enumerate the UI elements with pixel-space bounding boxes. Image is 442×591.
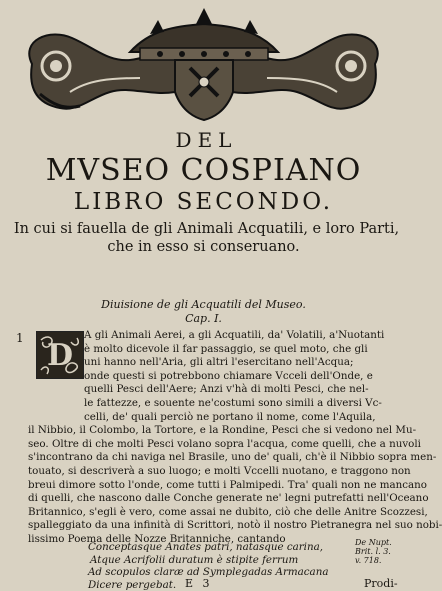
margin-note-line: De Nupt. <box>355 538 392 547</box>
body-line: s'incontrano da chi naviga nel Brasile, uno de' quali, ch'è il Nibbio sopra men- <box>28 451 437 464</box>
body-line: lissimo Poema delle Nozze Britanniche, cantando <box>28 532 286 545</box>
title-block <box>0 128 407 256</box>
verse-line: Ad scopulos claræ ad Symplegadas Armacana <box>88 566 329 579</box>
body-line: uni hanno nell'Aria, gli altri l'esercitano nell'Acqua; <box>84 356 354 369</box>
body-line: quelli Pesci dell'Aere; Anzi v'hà di molti Pesci, che nel- <box>84 383 369 396</box>
title-libro-secondo: LIBRO SECONDO. <box>73 189 334 215</box>
margin-note-line: Brit. l. 3. <box>355 547 391 556</box>
signature-mark: E 3 <box>185 577 213 590</box>
body-line: touato, si descriverà a suo luogo; e molti Vccelli nuotano, e traggono non <box>28 464 411 477</box>
body-line: spalleggiato da una infinità di Scrittori, notò il nostro Pietranegra nel suo nobi- <box>28 519 442 532</box>
subtitle-line-1: In cui si fauella de gli Animali Acquatili, e loro Parti, <box>13 221 400 237</box>
section-heading: Diuisione de gli Acquatili del Museo. <box>101 298 306 311</box>
chapter-label: Cap. I. <box>185 312 222 325</box>
subtitle-line-2: che in esso si conseruano. <box>107 239 300 255</box>
body-line: è molto dicevole il far passaggio, se quel moto, che gli <box>84 342 368 355</box>
verse-line: Dicere pergebat. <box>88 578 177 591</box>
verse-line: Atque Acrifolii duratum è stipite ferrum <box>90 553 299 566</box>
margin-note-line: v. 718. <box>355 556 382 565</box>
title-del: DEL <box>175 128 238 152</box>
body-line: di quelli, che nascono dalle Conche generate ne' legni putrefatti nell'Oceano <box>28 492 429 505</box>
body-line: il Nibbio, il Colombo, la Tortore, e la Rondine, Pesci che si vedono nel Mu- <box>28 424 417 437</box>
body-line: seo. Oltre di che molti Pesci volano sopra l'acqua, come quelli, che a nuvoli <box>28 437 421 450</box>
body-line: le fattezze, e souente ne'costumi sono simili a diversi Vc- <box>84 396 382 409</box>
crown-ornament-icon <box>0 0 407 122</box>
body-line: onde questi si potrebbono chiamare Vcceli dell'Onde, e <box>84 369 373 382</box>
dropcap-letter-icon <box>36 331 84 379</box>
body-line: celli, de' quali perciò ne portano il nome, come l'Aquila, <box>84 410 376 423</box>
svg-text:D: D <box>46 338 74 373</box>
title-museo-cospiano: MVSEO COSPIANO <box>45 153 362 188</box>
body-line: A gli Animali Aerei, a gli Acquatili, da' Volatili, a'Nuotanti <box>84 329 385 341</box>
body-line: breui dimore sotto l'onde, come tutti i Palmipedi. Tra' quali non ne mancano <box>28 478 427 491</box>
paragraph-number: 1 <box>16 331 24 345</box>
catchword: Prodi- <box>364 577 398 590</box>
body-line: Britannico, s'egli è vero, come assai ne dubito, ciò che delle Anitre Scozzesi, <box>28 505 428 518</box>
margin-note <box>355 538 392 565</box>
verse-line: Conceptasque Anates patri, natasque carina, <box>88 541 324 553</box>
